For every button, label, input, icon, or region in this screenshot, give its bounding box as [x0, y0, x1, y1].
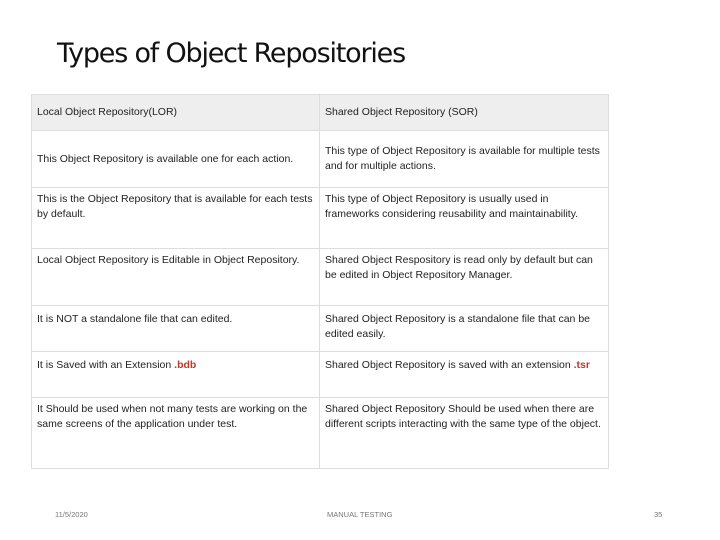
table-row — [32, 306, 609, 352]
sor-cell: Shared Object Repository is a standalone file that can be edited easily. — [320, 306, 609, 352]
lor-cell: It is NOT a standalone file that can edited. — [32, 306, 320, 352]
sor-cell — [320, 352, 609, 398]
table-row — [32, 131, 609, 188]
table-row — [32, 398, 609, 469]
table-row — [32, 249, 609, 306]
comparison-table — [31, 94, 609, 469]
header-sor: Shared Object Repository (SOR) — [320, 95, 609, 131]
lor-cell: This is the Object Repository that is available for each tests by default. — [32, 188, 320, 249]
sor-cell: This type of Object Repository is available for multiple tests and for multiple actions. — [320, 131, 609, 188]
footer-label: MANUAL TESTING — [327, 510, 393, 519]
lor-cell: Local Object Repository is Editable in Object Repository. — [32, 249, 320, 306]
sor-cell: Shared Object Respository is read only by default but can be edited in Object Repository Manager. — [320, 249, 609, 306]
lor-extension-value: .bdb — [174, 359, 197, 371]
table-header-row — [32, 95, 609, 131]
sor-cell: Shared Object Repository Should be used when there are different scripts interacting with the same type of the object. — [320, 398, 609, 469]
sor-extension-value: .tsr — [573, 359, 590, 371]
table-row — [32, 188, 609, 249]
lor-extension-text: It is Saved with an Extension — [37, 359, 175, 371]
sor-extension-text: Shared Object Repository is saved with an extension — [325, 359, 574, 371]
footer-date: 11/5/2020 — [55, 510, 88, 519]
header-lor: Local Object Repository(LOR) — [32, 95, 320, 131]
page-number: 35 — [654, 510, 663, 519]
slide-title: Types of Object Repositories — [57, 38, 405, 69]
lor-cell: This Object Repository is available one for each action. — [32, 131, 320, 188]
sor-cell: This type of Object Repository is usually used in frameworks considering reusability and maintainability. — [320, 188, 609, 249]
lor-cell — [32, 352, 320, 398]
lor-cell: It Should be used when not many tests are working on the same screens of the application under test. — [32, 398, 320, 469]
table-row — [32, 352, 609, 398]
